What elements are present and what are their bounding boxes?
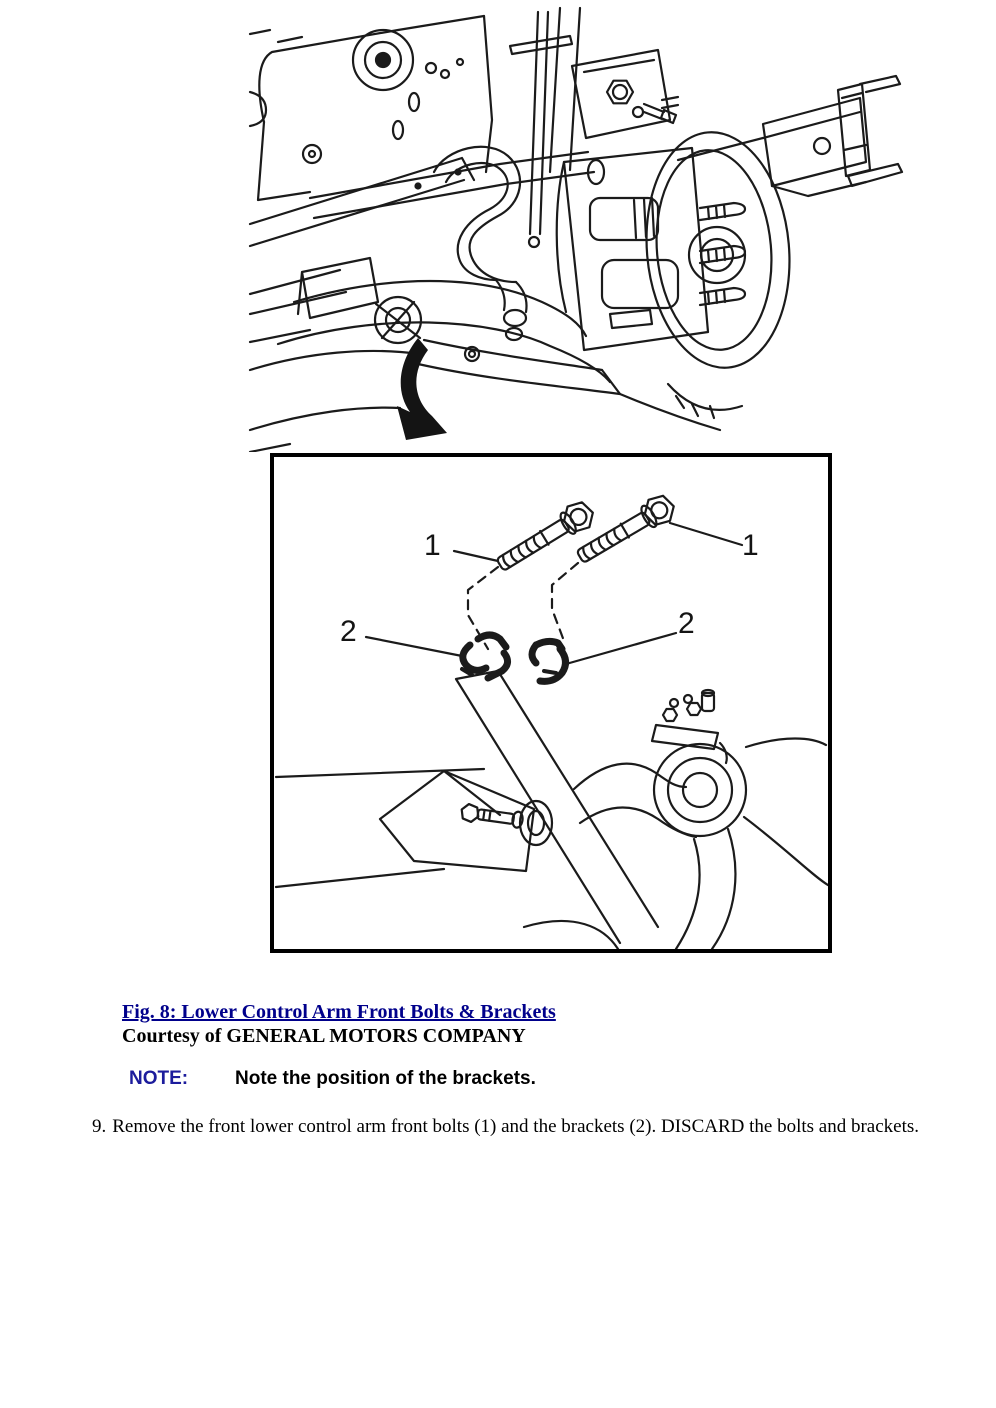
wheel-studs — [700, 203, 745, 305]
callout-1-left: 1 — [424, 529, 441, 562]
brake-caliper — [564, 148, 708, 350]
callout-2-left: 2 — [340, 615, 357, 648]
figure-courtesy: Courtesy of GENERAL MOTORS COMPANY — [122, 1025, 526, 1047]
control-arm-detail-illustration — [524, 690, 828, 949]
brake-rotor — [637, 126, 799, 373]
stabilizer-link-rod — [530, 12, 548, 234]
bolt-right-illustration — [573, 490, 679, 569]
lower-control-arm — [294, 281, 586, 336]
bracket-left-illustration — [462, 635, 508, 678]
suspension-overview-illustration — [248, 0, 908, 452]
note-text: Note the position of the brackets. — [235, 1068, 536, 1089]
bracket-right-illustration — [532, 641, 566, 681]
step-number: 9. — [92, 1116, 107, 1137]
detail-figure-frame — [270, 453, 832, 953]
callout-2-right: 2 — [678, 607, 695, 640]
callout-1-right: 1 — [742, 529, 759, 562]
plate-bolt-illustration — [460, 803, 524, 829]
procedure-step-9 — [92, 1114, 976, 1139]
bolt-left-illustration — [492, 497, 598, 577]
background-frame-lines — [276, 769, 484, 887]
figure-caption-link[interactable]: Fig. 8: Lower Control Arm Front Bolts & Brackets — [122, 1001, 556, 1023]
figure-caption-block — [122, 1000, 556, 1048]
note-label: NOTE: — [129, 1068, 189, 1089]
step-text: Remove the front lower control arm front bolts (1) and the brackets (2). DISCARD the bolts and brackets. — [112, 1116, 920, 1137]
